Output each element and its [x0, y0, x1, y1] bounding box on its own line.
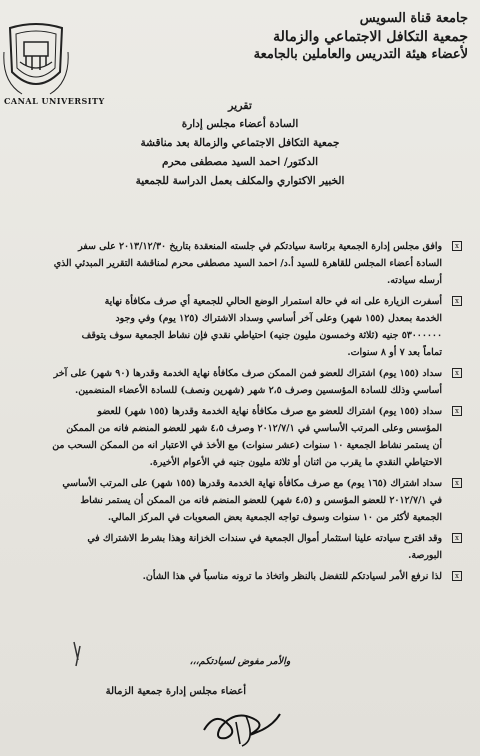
pen-mark-icon: [70, 640, 92, 668]
item-line: سداد (١٥٥ يوم) اشتراك للعضو مع صرف مكافأة نهاية الخدمة وقدرها (١٥٥ شهر) للعضو: [97, 406, 442, 417]
checkbox-icon: x: [452, 368, 462, 378]
item-line: وافق مجلس إدارة الجمعية برئاسة سيادتكم في جلسته المنعقدة بتاريخ ٢٠١٣/١٢/٣٠ على سفر: [78, 241, 442, 252]
report-title-block: [60, 96, 420, 191]
item-line: تماماً بعد ٧ أو ٨ سنوات.: [347, 347, 442, 358]
checkbox-icon: x: [452, 296, 462, 306]
item-line: في ٢٠١٢/٧/١ للعضو المؤسس و (٤،٥ شهر) للعضو المنضم فانه من الممكن أن يستمر نشاط: [80, 495, 442, 506]
university-logo-icon: [2, 22, 70, 100]
item-line: السادة أعضاء المجلس للقاهرة للسيد أ.د/ احمد السيد مصطفى محرم لمناقشة التقرير المبدئي الذي: [53, 258, 442, 269]
item-line: ٥٣٠٠٠٠٠٠ جنيه (ثلاثة وخمسون مليون جنيه) احتياطي نقدي فإن نشاط الجمعية سوف يتوقف: [81, 330, 442, 341]
checkbox-icon: x: [452, 571, 462, 581]
association-members: لأعضاء هيئة التدريس والعاملين بالجامعة: [253, 47, 468, 62]
report-item: [24, 475, 462, 526]
checkbox-icon: x: [452, 241, 462, 251]
item-line: أن يستمر نشاط الجمعية ١٠ سنوات (عشر سنوات) مع الأخذ في الاعتبار انه من الممكن السحب من: [52, 440, 442, 451]
report-heading: تقرير: [228, 99, 252, 112]
item-line: سداد (١٥٥ يوم) اشتراك للعضو فمن الممكن صرف مكافأة نهاية الخدمة وقدرها (٩٠ شهر) على آخر: [53, 368, 442, 379]
report-item: [24, 238, 462, 289]
report-role: الخبير الاكتواري والمكلف بعمل الدراسة للجمعية: [135, 175, 345, 187]
report-item: [24, 365, 462, 399]
logo-caption: CANAL UNIVERSITY: [4, 96, 105, 106]
university-name: جامعة قناة السويس: [359, 11, 468, 26]
report-item: [24, 293, 462, 361]
report-item: [24, 530, 462, 564]
item-line: المؤسس وعلى المرتب الأساسي في ٢٠١٢/٧/١ وصرف ٤،٥ شهر للعضو المنضم فانه من الممكن: [66, 423, 442, 434]
checkbox-icon: x: [452, 478, 462, 488]
checkbox-icon: x: [452, 406, 462, 416]
item-line: أسفرت الزيارة على انه في حالة استمرار الوضع الحالي للجمعية أي صرف مكافأة نهاية: [104, 296, 442, 307]
item-line: لذا نرفع الأمر لسيادتكم للتفضل بالنظر واتخاذ ما ترونه مناسباً في هذا الشأن.: [142, 571, 442, 582]
checkbox-icon: x: [452, 533, 462, 543]
association-name: جمعية التكافل الاجتماعي والزمالة: [273, 29, 468, 45]
item-line: الخدمة بمعدل (١٥٥ شهر) وعلى آخر أساسي وسداد الاشتراك (١٢٥ يوم) وفي وجود: [115, 313, 442, 324]
item-line: أساسي وذلك للسادة المؤسسين وصرف ٢،٥ شهر (شهرين ونصف) للسادة الأعضاء المنضمين.: [74, 385, 442, 396]
item-line: الاحتياطي النقدي ما يقرب من اثنان أو ثلاثة مليون جنيه في الأعوام الأخيرة.: [149, 457, 442, 468]
closing-line: والأمر مفوض لسيادتكم،،،: [189, 656, 291, 667]
signature-label: أعضاء مجلس إدارة جمعية الزمالة: [105, 686, 246, 697]
report-item: [24, 403, 462, 471]
letterhead: [168, 10, 468, 64]
item-line: الجمعية لأكثر من ١٠ سنوات وسوف تواجه الجمعية بعض الصعوبات في المركز المالي.: [107, 512, 442, 523]
report-item: [24, 568, 462, 585]
handwritten-signature-icon: [196, 700, 286, 750]
item-line: البورصة.: [408, 550, 442, 561]
report-addressee: السادة أعضاء مجلس إدارة: [181, 118, 299, 130]
item-line: وقد اقترح سيادته علينا استثمار أموال الجمعية في سندات الخزانة وهذا بشرط الاشتراك في: [87, 533, 442, 544]
report-items: [24, 238, 462, 585]
item-line: أرسله سيادته.: [387, 275, 442, 286]
report-doctor: الدكتور/ احمد السيد مصطفى محرم: [161, 156, 318, 168]
item-line: سداد اشتراك (١٦٥ يوم) مع صرف مكافأة نهاية الخدمة وقدرها (١٥٥ شهر) على المرتب الأساسي: [62, 478, 442, 489]
report-subject: جمعية التكافل الاجتماعي والزمالة بعد مناقشة: [140, 137, 340, 149]
